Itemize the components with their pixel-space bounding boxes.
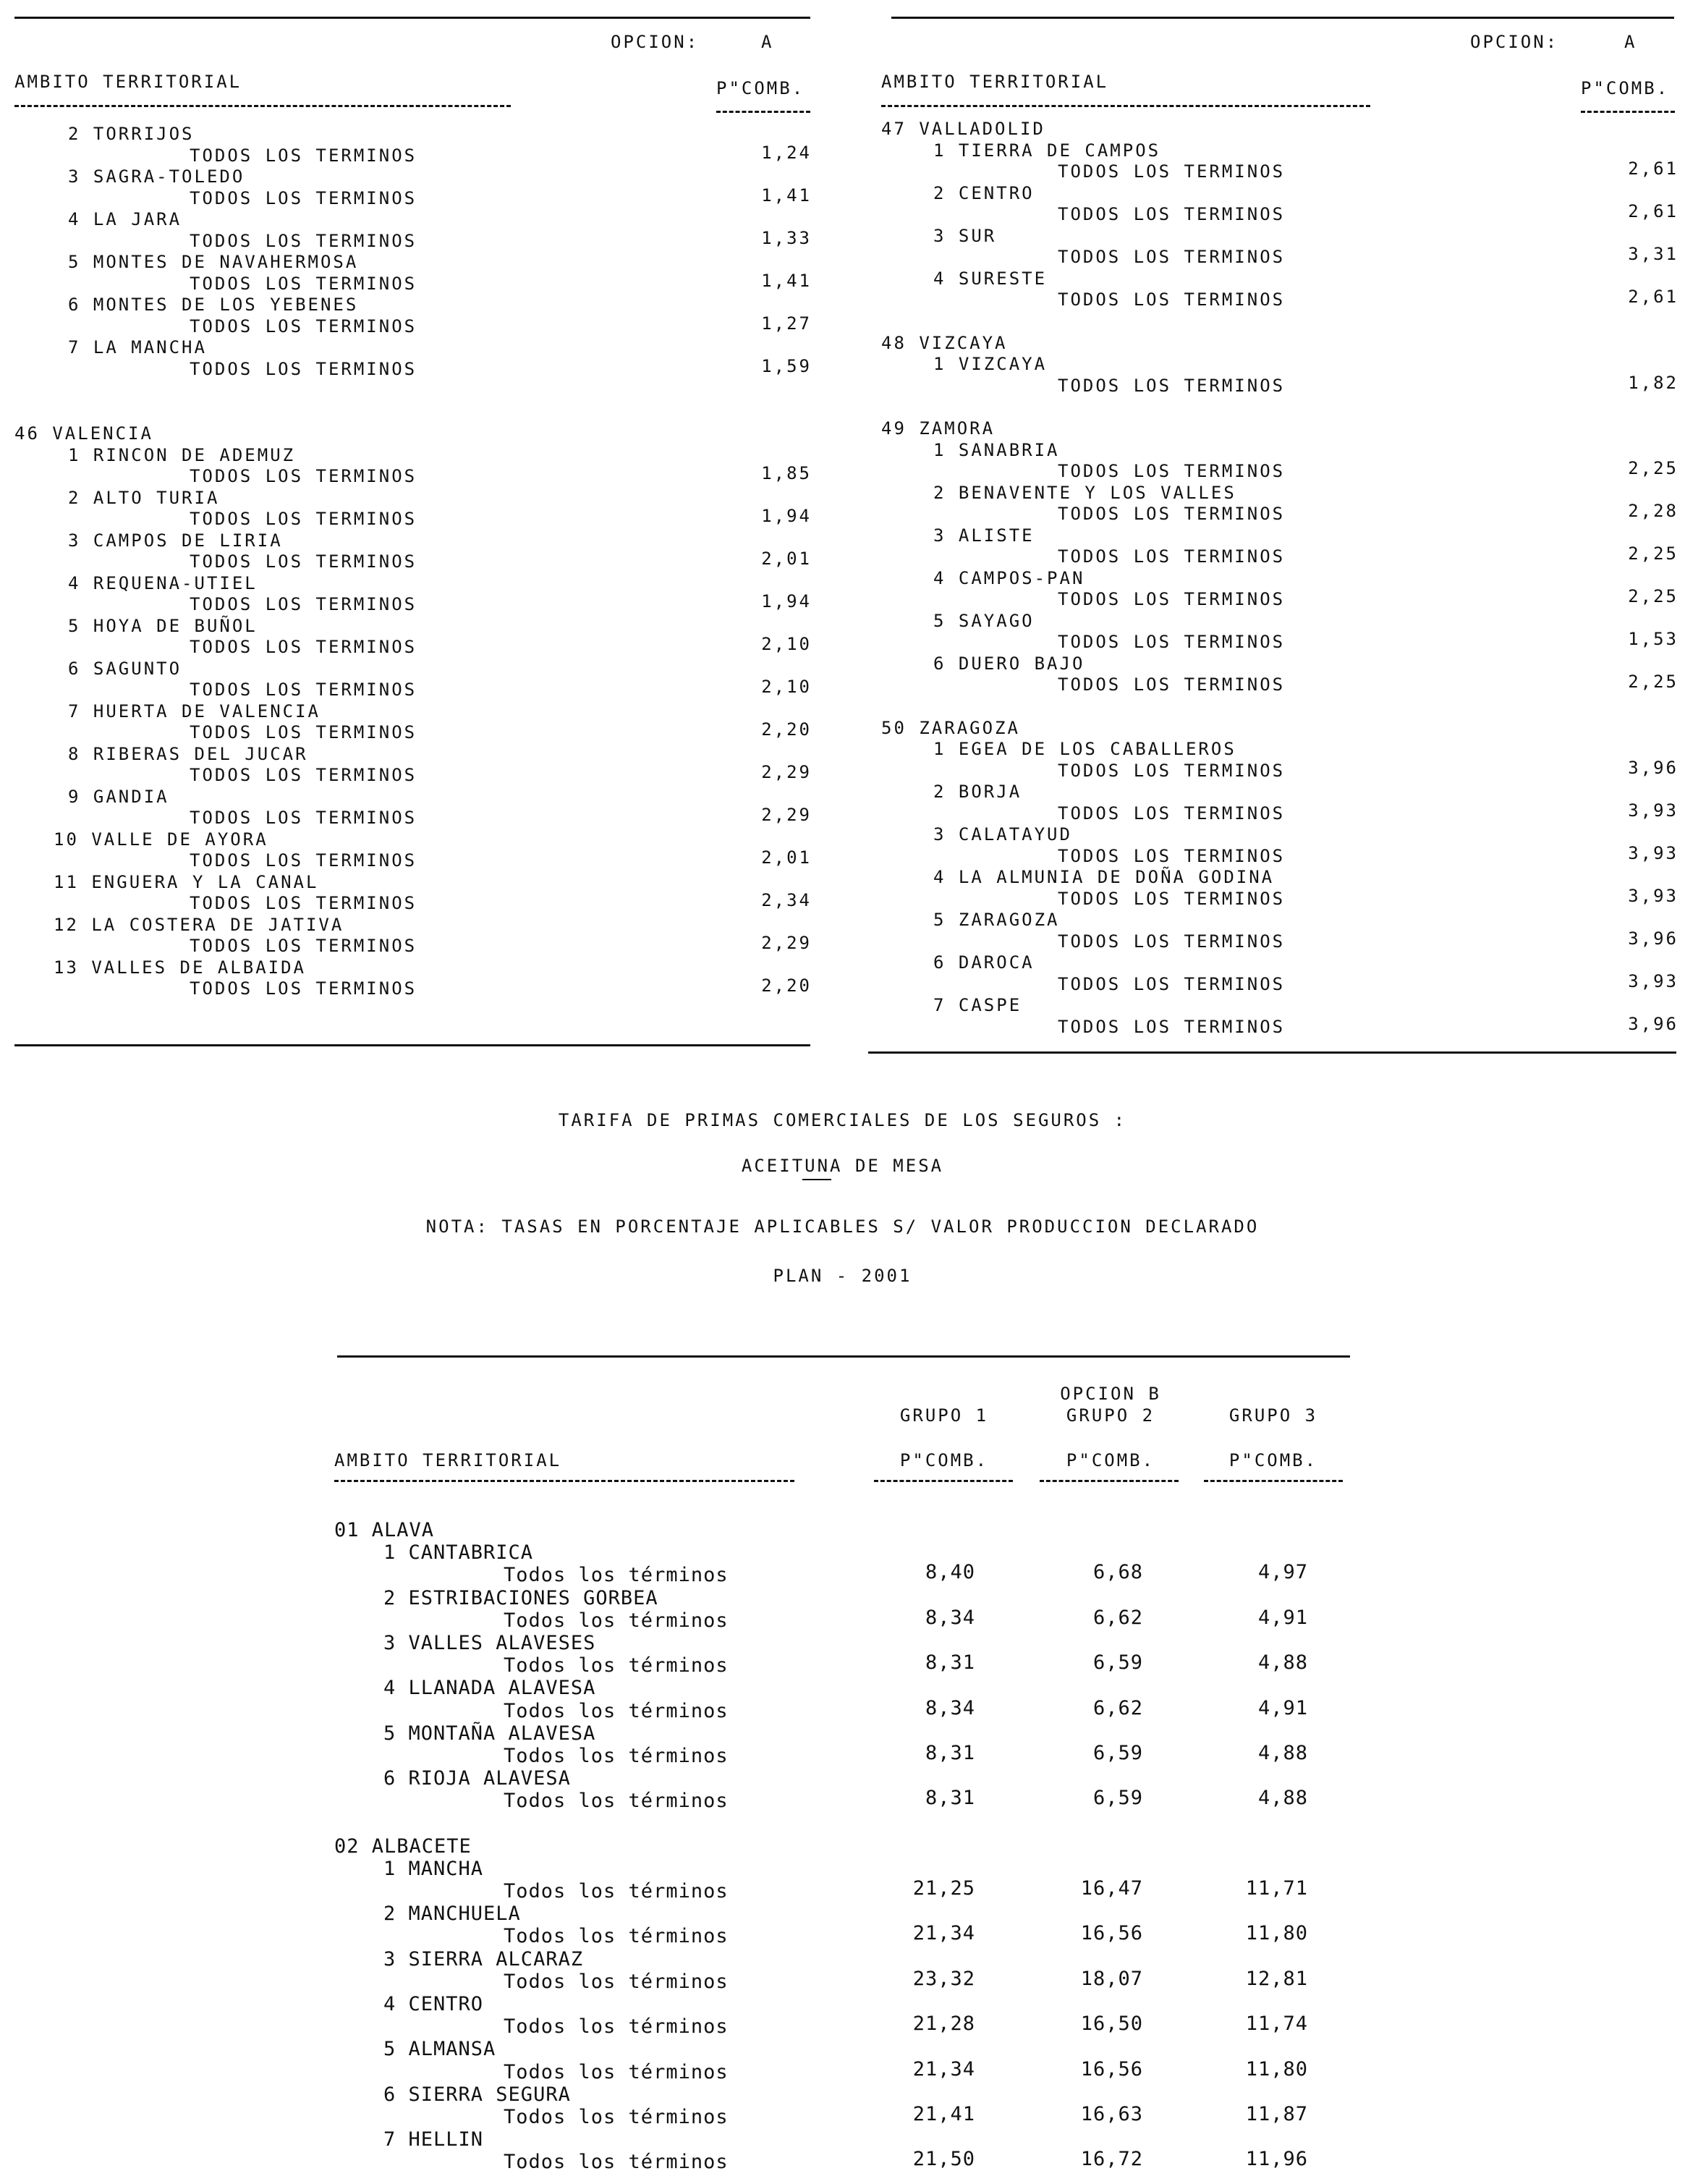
terms-label: TODOS LOS TERMINOS xyxy=(190,273,417,294)
terms-label: TODOS LOS TERMINOS xyxy=(1058,760,1286,781)
prima-value-grupo-2: 16,63 xyxy=(1080,2103,1143,2125)
terms-label: TODOS LOS TERMINOS xyxy=(190,637,417,657)
prima-value-grupo-2: 6,59 xyxy=(1092,1787,1143,1810)
terms-label: Todos los términos xyxy=(504,1699,729,1722)
terms-label: Todos los términos xyxy=(504,1790,729,1813)
title-line-3: NOTA: TASAS EN PORCENTAJE APLICABLES S/ VALOR PRODUCCION DECLARADO xyxy=(425,1216,1260,1237)
comarca-label: 1 TIERRA DE CAMPOS xyxy=(933,140,1161,161)
right-top-rule xyxy=(891,17,1674,19)
prima-value-grupo-1: 21,41 xyxy=(912,2103,975,2125)
terms-label: TODOS LOS TERMINOS xyxy=(190,722,417,742)
province-heading: 50 ZARAGOZA xyxy=(881,717,1020,738)
prima-value: 2,29 xyxy=(761,933,812,953)
comarca-label: 2 TORRIJOS xyxy=(68,124,195,144)
terms-label: TODOS LOS TERMINOS xyxy=(1058,931,1286,952)
prima-value-grupo-2: 16,47 xyxy=(1080,1877,1143,1900)
terms-label: TODOS LOS TERMINOS xyxy=(1058,1016,1286,1037)
terms-label: Todos los términos xyxy=(504,1925,729,1948)
comarca-label: 5 MONTAÑA ALAVESA xyxy=(383,1722,596,1745)
bottom-top-rule xyxy=(337,1355,1350,1358)
prima-value-grupo-3: 12,81 xyxy=(1245,1967,1308,1990)
terms-label: TODOS LOS TERMINOS xyxy=(190,466,417,486)
comarca-label: 13 VALLES DE ALBAIDA xyxy=(54,957,306,978)
comarca-label: 5 HOYA DE BUÑOL xyxy=(68,615,258,636)
terms-label: Todos los términos xyxy=(504,1745,729,1767)
province-heading: 46 VALENCIA xyxy=(14,423,153,444)
province-heading: 48 VIZCAYA xyxy=(881,332,1008,353)
prima-value-grupo-2: 6,59 xyxy=(1092,1742,1143,1764)
right-header-pcomb: P"COMB. xyxy=(1581,78,1670,98)
terms-label: Todos los términos xyxy=(504,2015,729,2039)
col-underline-3 xyxy=(1204,1480,1343,1482)
terms-label: Todos los términos xyxy=(504,1609,729,1632)
comarca-label: 5 MONTES DE NAVAHERMOSA xyxy=(68,252,359,272)
terms-label: TODOS LOS TERMINOS xyxy=(1058,161,1286,182)
terms-label: TODOS LOS TERMINOS xyxy=(190,978,417,999)
prima-value-grupo-2: 18,07 xyxy=(1080,1967,1143,1990)
terms-label: TODOS LOS TERMINOS xyxy=(190,187,417,208)
terms-label: TODOS LOS TERMINOS xyxy=(190,850,417,871)
left-opcion-label: OPCION: xyxy=(611,32,700,52)
comarca-label: 4 LA JARA xyxy=(68,209,182,229)
prima-value-grupo-1: 8,31 xyxy=(925,1787,975,1810)
terms-label: TODOS LOS TERMINOS xyxy=(1058,247,1286,267)
terms-label: TODOS LOS TERMINOS xyxy=(1058,375,1286,396)
comarca-label: 5 SAYAGO xyxy=(933,610,1035,631)
prima-value-grupo-3: 4,91 xyxy=(1257,1606,1308,1629)
bottom-header-underline xyxy=(334,1480,794,1482)
terms-label: TODOS LOS TERMINOS xyxy=(190,316,417,337)
comarca-label: 3 SIERRA ALCARAZ xyxy=(383,1947,584,1971)
terms-label: TODOS LOS TERMINOS xyxy=(190,765,417,785)
prima-value: 1,82 xyxy=(1628,372,1678,393)
comarca-label: 1 SANABRIA xyxy=(933,439,1060,460)
prima-value: 1,53 xyxy=(1628,629,1678,649)
comarca-label: 4 REQUENA-UTIEL xyxy=(68,572,258,593)
province-heading: 01 ALAVA xyxy=(334,1519,435,1541)
comarca-label: 3 SUR xyxy=(933,225,997,246)
prima-value-grupo-1: 8,40 xyxy=(925,1561,975,1584)
prima-value-grupo-2: 16,56 xyxy=(1080,1922,1143,1945)
comarca-label: 6 DAROCA xyxy=(933,952,1035,973)
prima-value-grupo-1: 21,25 xyxy=(912,1877,975,1900)
prima-value: 1,41 xyxy=(761,185,812,206)
prima-value: 2,61 xyxy=(1628,201,1678,221)
prima-value: 2,10 xyxy=(761,677,812,697)
terms-label: Todos los términos xyxy=(504,2106,729,2128)
right-opcion-value: A xyxy=(1624,32,1637,52)
prima-value-grupo-1: 21,28 xyxy=(912,2012,975,2036)
prima-value: 2,25 xyxy=(1628,672,1678,692)
bottom-header-ambito: AMBITO TERRITORIAL xyxy=(334,1450,562,1470)
terms-label: TODOS LOS TERMINOS xyxy=(190,893,417,913)
prima-value-grupo-1: 21,50 xyxy=(912,2148,975,2171)
comarca-label: 6 MONTES DE LOS YEBENES xyxy=(68,295,359,315)
col-underline-2 xyxy=(1040,1480,1179,1482)
terms-label: TODOS LOS TERMINOS xyxy=(1058,504,1286,524)
prima-value-grupo-3: 11,80 xyxy=(1245,1922,1308,1945)
prima-value-grupo-2: 6,62 xyxy=(1092,1606,1143,1629)
prima-value: 2,29 xyxy=(761,805,812,825)
comarca-label: 6 DUERO BAJO xyxy=(933,653,1085,674)
terms-label: Todos los términos xyxy=(504,2060,729,2083)
right-header-ambito: AMBITO TERRITORIAL xyxy=(881,72,1109,92)
comarca-label: 7 CASPE xyxy=(933,995,1022,1015)
comarca-label: 8 RIBERAS DEL JUCAR xyxy=(68,743,308,764)
left-pcomb-underline xyxy=(716,111,810,113)
comarca-label: 3 CAMPOS DE LIRIA xyxy=(68,530,283,551)
prima-value-grupo-3: 4,88 xyxy=(1257,1742,1308,1764)
comarca-label: 1 CANTABRICA xyxy=(383,1541,534,1565)
comarca-label: 3 CALATAYUD xyxy=(933,824,1072,845)
prima-value: 1,85 xyxy=(761,463,812,483)
right-bottom-rule xyxy=(868,1051,1676,1054)
prima-value: 1,94 xyxy=(761,591,812,611)
comarca-label: 1 EGEA DE LOS CABALLEROS xyxy=(933,739,1236,759)
comarca-label: 5 ALMANSA xyxy=(383,2038,496,2061)
prima-value-grupo-3: 11,87 xyxy=(1245,2103,1308,2125)
prima-value-grupo-2: 6,62 xyxy=(1092,1696,1143,1719)
group-header-1: GRUPO 1 xyxy=(899,1405,989,1426)
comarca-label: 2 CENTRO xyxy=(933,182,1035,203)
terms-label: TODOS LOS TERMINOS xyxy=(1058,888,1286,909)
comarca-label: 5 ZARAGOZA xyxy=(933,910,1060,930)
prima-value: 1,33 xyxy=(761,227,812,248)
terms-label: Todos los términos xyxy=(504,2151,729,2174)
terms-label: TODOS LOS TERMINOS xyxy=(1058,973,1286,994)
prima-value: 3,93 xyxy=(1628,885,1678,906)
comarca-label: 12 LA COSTERA DE JATIVA xyxy=(54,914,344,935)
terms-label: Todos los términos xyxy=(504,1654,729,1677)
right-pcomb-underline xyxy=(1581,111,1675,113)
prima-value: 2,01 xyxy=(761,847,812,868)
group-header-2: GRUPO 2 xyxy=(1066,1405,1155,1426)
comarca-label: 2 BORJA xyxy=(933,782,1022,802)
prima-value: 1,41 xyxy=(761,270,812,291)
prima-value-grupo-1: 8,31 xyxy=(925,1742,975,1764)
prima-value: 3,96 xyxy=(1628,928,1678,949)
terms-label: TODOS LOS TERMINOS xyxy=(1058,204,1286,224)
comarca-label: 4 CAMPOS-PAN xyxy=(933,567,1085,588)
prima-value: 2,25 xyxy=(1628,586,1678,606)
prima-value-grupo-2: 16,72 xyxy=(1080,2148,1143,2171)
prima-value-grupo-3: 11,96 xyxy=(1245,2148,1308,2171)
prima-value: 2,20 xyxy=(761,975,812,996)
comarca-label: 4 LA ALMUNIA DE DOÑA GODINA xyxy=(933,867,1275,887)
col-header-2: P"COMB. xyxy=(1066,1450,1155,1470)
prima-value: 3,96 xyxy=(1628,757,1678,778)
prima-value: 2,20 xyxy=(761,719,812,740)
left-top-rule xyxy=(14,17,810,19)
prima-value: 3,93 xyxy=(1628,800,1678,821)
terms-label: TODOS LOS TERMINOS xyxy=(1058,674,1286,695)
terms-label: TODOS LOS TERMINOS xyxy=(1058,546,1286,567)
bottom-opcion: OPCION B xyxy=(1060,1384,1161,1404)
prima-value: 2,25 xyxy=(1628,543,1678,564)
province-heading: 49 ZAMORA xyxy=(881,418,996,439)
prima-value-grupo-2: 16,56 xyxy=(1080,2057,1143,2081)
left-bottom-rule xyxy=(14,1044,810,1046)
right-header-underline xyxy=(881,105,1370,107)
prima-value-grupo-1: 21,34 xyxy=(912,1922,975,1945)
group-header-3: GRUPO 3 xyxy=(1228,1405,1318,1426)
comarca-label: 1 RINCON DE ADEMUZ xyxy=(68,444,296,465)
terms-label: TODOS LOS TERMINOS xyxy=(190,145,417,166)
title-line-2-mark xyxy=(802,1179,831,1180)
comarca-label: 2 MANCHUELA xyxy=(383,1902,521,1926)
comarca-label: 4 CENTRO xyxy=(383,1993,484,2015)
prima-value-grupo-3: 11,80 xyxy=(1245,2057,1308,2081)
terms-label: TODOS LOS TERMINOS xyxy=(190,509,417,529)
prima-value: 2,25 xyxy=(1628,458,1678,478)
terms-label: Todos los términos xyxy=(504,1564,729,1587)
comarca-label: 6 SIERRA SEGURA xyxy=(383,2083,571,2106)
terms-label: TODOS LOS TERMINOS xyxy=(190,551,417,572)
comarca-label: 7 HELLIN xyxy=(383,2128,484,2151)
terms-label: TODOS LOS TERMINOS xyxy=(1058,632,1286,652)
prima-value: 3,31 xyxy=(1628,244,1678,264)
left-opcion-value: A xyxy=(761,32,774,52)
comarca-label: 9 GANDIA xyxy=(68,786,169,807)
title-line-1: TARIFA DE PRIMAS COMERCIALES DE LOS SEGUROS : xyxy=(558,1110,1127,1130)
prima-value-grupo-3: 4,88 xyxy=(1257,1651,1308,1675)
terms-label: TODOS LOS TERMINOS xyxy=(190,936,417,956)
terms-label: TODOS LOS TERMINOS xyxy=(1058,845,1286,866)
comarca-label: 2 ESTRIBACIONES GORBEA xyxy=(383,1586,658,1609)
terms-label: TODOS LOS TERMINOS xyxy=(190,808,417,828)
comarca-label: 2 ALTO TURIA xyxy=(68,487,220,508)
comarca-label: 3 SAGRA-TOLEDO xyxy=(68,166,245,187)
prima-value-grupo-3: 11,71 xyxy=(1245,1877,1308,1900)
comarca-label: 4 SURESTE xyxy=(933,268,1048,289)
prima-value: 2,28 xyxy=(1628,501,1678,521)
terms-label: Todos los términos xyxy=(504,1880,729,1902)
left-header-ambito: AMBITO TERRITORIAL xyxy=(14,72,242,92)
comarca-label: 3 ALISTE xyxy=(933,525,1035,546)
province-heading: 47 VALLADOLID xyxy=(881,119,1045,139)
terms-label: TODOS LOS TERMINOS xyxy=(190,358,417,379)
comarca-label: 3 VALLES ALAVESES xyxy=(383,1632,596,1654)
prima-value: 3,93 xyxy=(1628,970,1678,991)
terms-label: TODOS LOS TERMINOS xyxy=(190,594,417,614)
comarca-label: 4 LLANADA ALAVESA xyxy=(383,1677,596,1700)
prima-value-grupo-3: 11,74 xyxy=(1245,2012,1308,2036)
terms-label: TODOS LOS TERMINOS xyxy=(1058,589,1286,609)
comarca-label: 11 ENGUERA Y LA CANAL xyxy=(54,871,319,892)
prima-value: 1,59 xyxy=(761,355,812,376)
prima-value-grupo-2: 16,50 xyxy=(1080,2012,1143,2036)
prima-value-grupo-1: 8,34 xyxy=(925,1606,975,1629)
prima-value: 3,96 xyxy=(1628,1013,1678,1034)
comarca-label: 1 VIZCAYA xyxy=(933,354,1048,374)
terms-label: TODOS LOS TERMINOS xyxy=(190,230,417,251)
terms-label: TODOS LOS TERMINOS xyxy=(190,680,417,700)
prima-value-grupo-3: 4,97 xyxy=(1257,1561,1308,1584)
prima-value: 2,01 xyxy=(761,549,812,569)
comarca-label: 7 HUERTA DE VALENCIA xyxy=(68,701,321,721)
prima-value: 2,10 xyxy=(761,634,812,654)
title-line-2: ACEITUNA DE MESA xyxy=(741,1156,944,1176)
prima-value-grupo-2: 6,59 xyxy=(1092,1651,1143,1675)
prima-value: 2,29 xyxy=(761,762,812,782)
col-header-3: P"COMB. xyxy=(1228,1450,1318,1470)
left-header-underline xyxy=(14,105,511,107)
prima-value-grupo-3: 4,91 xyxy=(1257,1696,1308,1719)
prima-value: 1,27 xyxy=(761,313,812,334)
terms-label: TODOS LOS TERMINOS xyxy=(1058,289,1286,310)
prima-value-grupo-1: 23,32 xyxy=(912,1967,975,1990)
terms-label: Todos los términos xyxy=(504,1970,729,1993)
prima-value-grupo-3: 4,88 xyxy=(1257,1787,1308,1810)
terms-label: TODOS LOS TERMINOS xyxy=(1058,461,1286,481)
comarca-label: 6 SAGUNTO xyxy=(68,658,182,679)
comarca-label: 2 BENAVENTE Y LOS VALLES xyxy=(933,482,1236,503)
comarca-label: 7 LA MANCHA xyxy=(68,337,207,357)
right-opcion-label: OPCION: xyxy=(1470,32,1559,52)
province-heading: 02 ALBACETE xyxy=(334,1834,472,1858)
prima-value: 1,94 xyxy=(761,506,812,526)
prima-value-grupo-1: 8,31 xyxy=(925,1651,975,1675)
prima-value: 2,61 xyxy=(1628,158,1678,179)
comarca-label: 1 MANCHA xyxy=(383,1857,484,1880)
col-header-1: P"COMB. xyxy=(899,1450,989,1470)
prima-value-grupo-1: 8,34 xyxy=(925,1696,975,1719)
comarca-label: 6 RIOJA ALAVESA xyxy=(383,1767,571,1790)
col-underline-1 xyxy=(874,1480,1013,1482)
prima-value: 3,93 xyxy=(1628,842,1678,863)
left-header-pcomb: P"COMB. xyxy=(716,78,805,98)
prima-value: 1,24 xyxy=(761,142,812,163)
prima-value: 2,61 xyxy=(1628,287,1678,307)
comarca-label: 10 VALLE DE AYORA xyxy=(54,829,268,850)
prima-value: 2,34 xyxy=(761,890,812,910)
prima-value-grupo-1: 21,34 xyxy=(912,2057,975,2081)
prima-value-grupo-2: 6,68 xyxy=(1092,1561,1143,1584)
terms-label: TODOS LOS TERMINOS xyxy=(1058,803,1286,824)
title-line-4: PLAN - 2001 xyxy=(773,1266,912,1286)
